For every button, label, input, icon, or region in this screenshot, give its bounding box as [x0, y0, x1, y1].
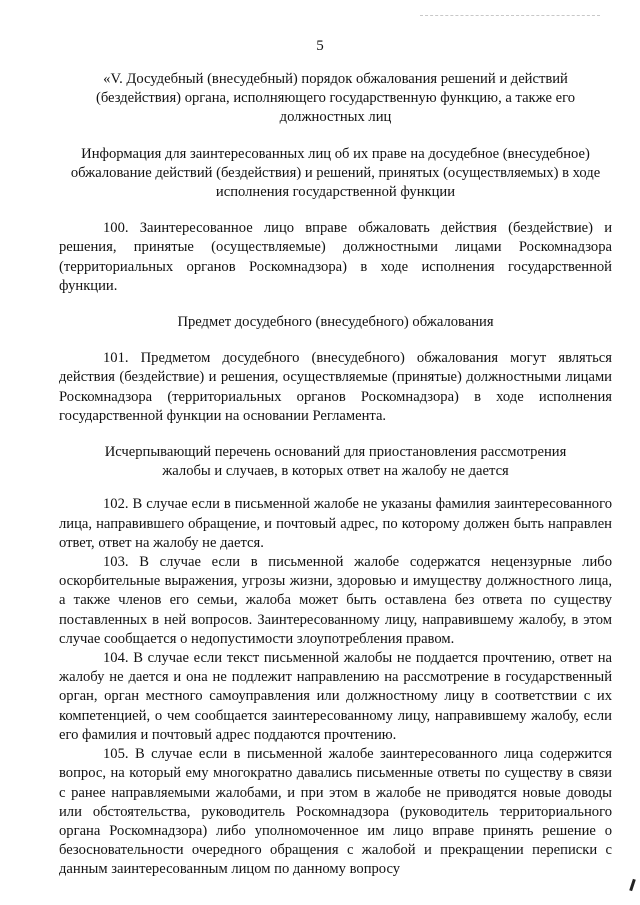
section-title: «V. Досудебный (внесудебный) порядок обжалования решений и действий (бездействия) органа, исполняющего государственную функцию, а также его должностных лиц — [95, 71, 576, 126]
subject-heading: Предмет досудебного (внесудебного) обжалования — [177, 314, 494, 331]
page-number: 5 — [316, 38, 324, 54]
document-body — [59, 70, 612, 880]
paragraph-101: 101. Предметом досудебного (внесудебного) обжалования могут являться действия (бездействие) и решения, осуществляемые (принятые) должностными лицами Роскомнадзора (территориальных органов Роскомнадзора) в ходе исполнения государственной функции на основании Регламента. — [59, 350, 612, 424]
paragraph-105: 105. В случае если в письменной жалобе заинтересованного лица содержится вопрос, на который ему многократно давались письменные ответы по существу в связи с ранее направляемыми жалобами, и при этом в жалобе не приводятся новые доводы или обстоятельства, руководитель Роскомнадзора (руководитель территориального органа Роскомнадзора) либо уполномоченное им лицо вправе принять решение о безосновательности очередного обращения с жалобой и прекращении переписки с данным заинтересованным лицом по данному вопросу — [59, 746, 612, 878]
paragraph-102: 102. В случае если в письменной жалобе не указаны фамилия заинтересованного лица, направившего обращение, и почтовый адрес, по которому должен быть направлен ответ, ответ на жалобу не дается. — [59, 496, 612, 551]
info-heading: Информация для заинтересованных лиц об их праве на досудебное (внесудебное) обжалование действий (бездействия) и решений, принятых (осуществляемых) в ходе исполнения государственной функции — [70, 145, 601, 201]
grounds-heading: Исчерпывающий перечень оснований для приостановления рассмотрения жалобы и случаев, в которых ответ на жалобу не дается — [104, 444, 567, 480]
paragraph-100: 100. Заинтересованное лицо вправе обжаловать действия (бездействие) и решения, принятые (осуществляемые) должностными лицами Роскомнадзора (территориальных органов Роскомнадзора) в ходе исполнения государственной функции. — [59, 220, 612, 294]
paragraph-104: 104. В случае если текст письменной жалобы не поддается прочтению, ответ на жалобу не дается и она не подлежит направлению на рассмотрение в государственный орган, орган местного самоуправления или должностному лицу в соответствии с их компетенцией, о чем сообщается заинтересованному лицу, направившему жалобу, если его фамилия и почтовый адрес поддаются прочтению. — [59, 650, 612, 743]
paragraph-103: 103. В случае если в письменной жалобе содержатся нецензурные либо оскорбительные выражения, угрозы жизни, здоровью и имуществу должностного лица, а также членов его семьи, жалоба может быть оставлена без ответа по существу поставленных в ней вопросов. Заинтересованному лицу, направившему жалобу, в этом случае сообщается о недопустимости злоупотребления правом. — [59, 554, 612, 647]
scan-mark — [629, 879, 636, 891]
scan-artifact-line — [420, 15, 600, 17]
